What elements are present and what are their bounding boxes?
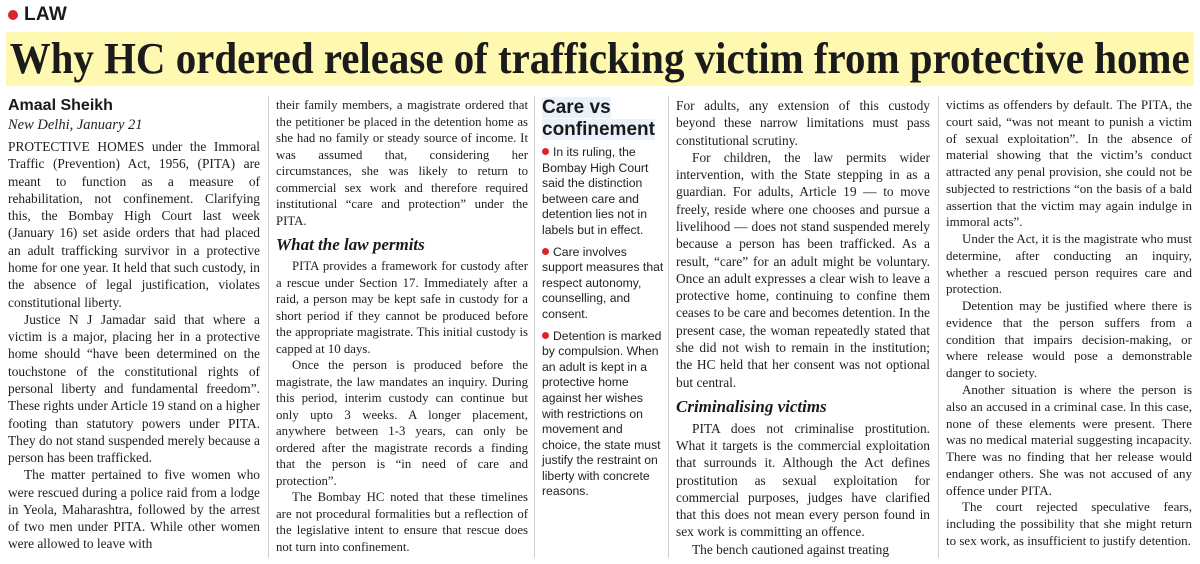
paragraph: PITA does not criminalise prostitution. What it targets is the commercial exploitation that surrounds it. Although the Act defines prostitution as sexual exploitation for commercial purposes, judges have clarified that this does not mean every person found in sex work is committing an offence. bbox=[676, 420, 930, 540]
sidebar-title-line-2: confinement bbox=[542, 119, 655, 140]
article-column-2 bbox=[276, 97, 528, 555]
section-label: LAW bbox=[24, 4, 68, 25]
sidebar-title-line-1: Care vs bbox=[542, 97, 611, 118]
paragraph: Under the Act, it is the magistrate who must determine, after conducting an inquiry, whether a rescued person requires care and protection. bbox=[946, 231, 1192, 297]
byline bbox=[8, 96, 258, 135]
sidebar-care-vs-confinement bbox=[542, 97, 664, 506]
column-divider bbox=[668, 96, 669, 558]
paragraph: victims as offenders by default. The PITA, the court said, “was not meant to punish a victim of sexual exploitation”. In the absence of material showing that the victim’s conduct attracted any penal provision, she could not be subjected to restrictions “on the basis of a bald assertion that the victim may again indulge in immoral acts”. bbox=[946, 97, 1192, 230]
paragraph: Detention may be justified where there is evidence that the person suffers from a condition that impairs decision-making, or where release would pose a demonstrable danger to society. bbox=[946, 298, 1192, 381]
dateline: New Delhi, January 21 bbox=[8, 117, 143, 133]
article-column-1 bbox=[8, 138, 260, 553]
red-bullet-icon bbox=[542, 332, 549, 339]
sidebar-bullet-text: Detention is marked by compulsion. When an adult is kept in a protective home against her wishes with restrictions on movement and choice, the state must justify the restraint on liberty with concrete reasons. bbox=[542, 328, 662, 499]
paragraph: For children, the law permits wider intervention, with the State stepping in as a guardian. For adults, Article 19 — to move freely, reside where one chooses and pursue a livelihood — does not stand suspended merely because a person has been trafficked. As a result, “care” for an adult might be voluntary. Once an adult expresses a clear wish to leave a protective home, continuing to confine them ceases to be care and becomes detention. In the present case, the woman repeatedly stated that she did not wish to remain in the institution; the HC held that her consent was not optional but central. bbox=[676, 149, 930, 390]
section-tag bbox=[8, 4, 67, 26]
paragraph: Justice N J Jamadar said that where a victim is a major, placing her in a protective home should “have been determined on the touchstone of the constitutional rights of personal liberty and fundamental freedom”. These rights under Article 19 stand on a higher footing than statutory powers under PITA. They do not stand suspended merely because a person has been trafficked. bbox=[8, 311, 260, 466]
sidebar-bullet-text: Care involves support measures that respect autonomy, counselling, and consent. bbox=[542, 244, 664, 321]
sidebar-bullet-text: In its ruling, the Bombay High Court said the distinction between care and detention lies not in labels but in effect. bbox=[542, 145, 649, 237]
paragraph: Once the person is produced before the magistrate, the law mandates an inquiry. During this period, interim custody can continue but only upto 3 weeks. A longer placement, anywhere between 1-3 years, can only be ordered after the magistrate records a finding that the person is “in need of care and protection”. bbox=[276, 358, 528, 488]
paragraph: PITA provides a framework for custody after a rescue under Section 17. Immediately after a raid, a person may be kept safe in custody for a short period if they cannot be produced before the appropriate magistrate. This initial custody is capped at 10 days. bbox=[276, 259, 528, 356]
red-bullet-icon bbox=[542, 148, 549, 155]
author-name: Amaal Sheikh bbox=[8, 97, 113, 114]
subheading-law-permits: What the law permits bbox=[276, 235, 425, 255]
sidebar-bullet bbox=[542, 329, 664, 501]
sidebar-bullet bbox=[542, 245, 664, 323]
red-bullet-icon bbox=[542, 248, 549, 255]
column-divider bbox=[268, 96, 269, 558]
paragraph: For adults, any extension of this custody beyond these narrow limitations must pass constitutional scrutiny. bbox=[676, 98, 930, 148]
paragraph: Another situation is where the person is also an accused in a criminal case. In this case, none of these elements were present. There was no medical material suggesting incapacity. There was no finding that her release would endanger others. She was not accused of any offence under PITA. bbox=[946, 382, 1192, 498]
paragraph: PROTECTIVE HOMES under the Immoral Traffic (Prevention) Act, 1956, (PITA) are meant to function as a measure of rehabilitation, not confinement. Clarifying this, the Bombay High Court last week (January 16) set aside orders that had placed an adult trafficking survivor in a protective home for one year. It held that such custody, in the absence of legal justification, violates constitutional liberty. bbox=[8, 139, 260, 310]
article-column-5 bbox=[946, 97, 1192, 550]
sidebar-title bbox=[542, 97, 664, 141]
column-divider bbox=[534, 96, 535, 558]
paragraph: The matter pertained to five women who were rescued during a police raid from a lodge in Yeola, Maharashtra, followed by the arrest of two men under PITA. While other women were allowed to leave with bbox=[8, 467, 260, 552]
article-column-4 bbox=[676, 97, 930, 558]
paragraph: their family members, a magistrate ordered that the petitioner be placed in the detention home as she had no family or steady source of income. It was assumed that, considering her circumstances, she was likely to return to commercial sex work and therefore required institutional “care and protection” under the PITA. bbox=[276, 98, 528, 228]
paragraph: The bench cautioned against treating bbox=[692, 541, 890, 557]
headline: Why HC ordered release of trafficking victim from protective home bbox=[6, 32, 1193, 86]
column-divider bbox=[938, 96, 939, 558]
paragraph: The court rejected speculative fears, including the possibility that she might return to sex work, as insufficient to justify detention. bbox=[946, 499, 1192, 548]
paragraph: The Bombay HC noted that these timelines are not procedural formalities but a reflection of the legislative intent to ensure that rescue does not turn into confinement. bbox=[276, 490, 528, 554]
headline-bar bbox=[0, 30, 1200, 90]
subheading-criminalising-victims: Criminalising victims bbox=[676, 396, 827, 416]
sidebar-bullet bbox=[542, 145, 664, 239]
red-dot-icon bbox=[8, 10, 18, 20]
